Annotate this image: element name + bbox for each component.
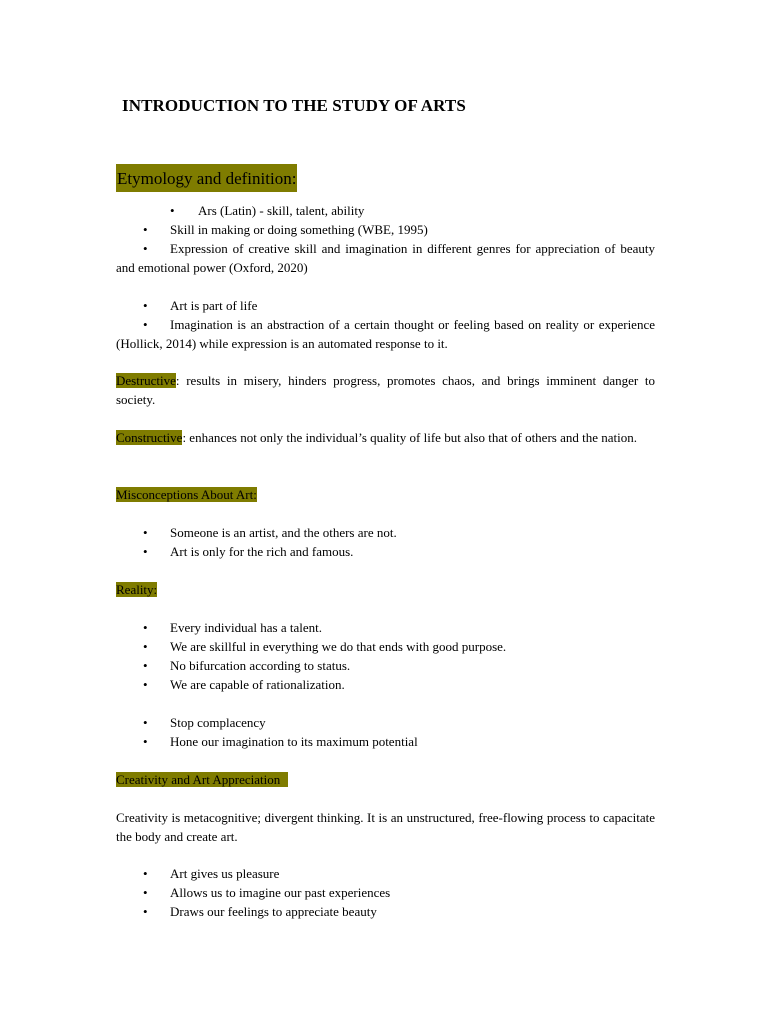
misconceptions-list (116, 523, 655, 561)
bullet-icon: • (170, 203, 175, 218)
list-item: • Art is part of life (143, 298, 258, 313)
constructive-label: Constructive (116, 430, 183, 445)
bullet-icon: • (143, 222, 148, 237)
misconceptions-section (116, 485, 655, 504)
bullet-icon: • (143, 241, 148, 256)
list-item: • Hone our imagination to its maximum potential (143, 734, 418, 749)
creativity-paragraph: Creativity is metacognitive; divergent thinking. It is an unstructured, free-flowing process to capacitate the body and create art. (116, 810, 655, 844)
etymology-list (116, 201, 655, 353)
list-item: • No bifurcation according to status. (143, 658, 351, 673)
destructive-paragraph (116, 371, 655, 409)
section-heading-misconceptions: Misconceptions About Art: (116, 487, 257, 502)
list-item: • We are capable of rationalization. (143, 677, 345, 692)
list-item: • Someone is an artist, and the others are not. (143, 525, 397, 540)
destructive-label: Destructive (116, 373, 176, 388)
reality-list (116, 618, 655, 751)
page-title: INTRODUCTION TO THE STUDY OF ARTS (122, 96, 466, 115)
bullet-icon: • (143, 658, 148, 673)
bullet-icon: • (143, 620, 148, 635)
list-item: • Every individual has a talent. (143, 620, 322, 635)
list-item: • Art is only for the rich and famous. (143, 544, 354, 559)
bullet-icon: • (143, 544, 148, 559)
creativity-section (116, 770, 655, 789)
destructive-text: : results in misery, hinders progress, promotes chaos, and brings imminent danger to society. (116, 373, 655, 407)
bullet-icon: • (143, 317, 148, 332)
list-item: • Ars (Latin) - skill, talent, ability (170, 203, 365, 218)
bullet-icon: • (143, 885, 148, 900)
section-heading-creativity: Creativity and Art Appreciation (116, 772, 288, 787)
section-heading-reality: Reality: (116, 582, 158, 597)
bullet-icon: • (143, 298, 148, 313)
constructive-text: : enhances not only the individual’s quality of life but also that of others and the nation. (182, 430, 637, 445)
bullet-icon: • (143, 904, 148, 919)
reality-section (116, 580, 655, 599)
constructive-paragraph (116, 428, 655, 447)
list-item: • Expression of creative skill and imagination in different genres for appreciation of beauty and emotional power (Oxford, 2020) (116, 241, 655, 275)
list-item: • Draws our feelings to appreciate beauty (143, 904, 377, 919)
creativity-list (116, 864, 655, 921)
bullet-icon: • (143, 734, 148, 749)
list-item: • Allows us to imagine our past experiences (143, 885, 391, 900)
bullet-icon: • (143, 866, 148, 881)
list-item: • Skill in making or doing something (WBE, 1995) (143, 222, 428, 237)
section-heading-etymology: Etymology and definition: (116, 164, 297, 192)
bullet-icon: • (143, 677, 148, 692)
bullet-icon: • (143, 715, 148, 730)
list-item: • Stop complacency (143, 715, 266, 730)
list-item: • Imagination is an abstraction of a certain thought or feeling based on reality or experience (Hollick, 2014) while expression is an automated response to it. (116, 317, 655, 351)
list-item: • Art gives us pleasure (143, 866, 280, 881)
bullet-icon: • (143, 525, 148, 540)
bullet-icon: • (143, 639, 148, 654)
list-item: • We are skillful in everything we do that ends with good purpose. (143, 639, 507, 654)
